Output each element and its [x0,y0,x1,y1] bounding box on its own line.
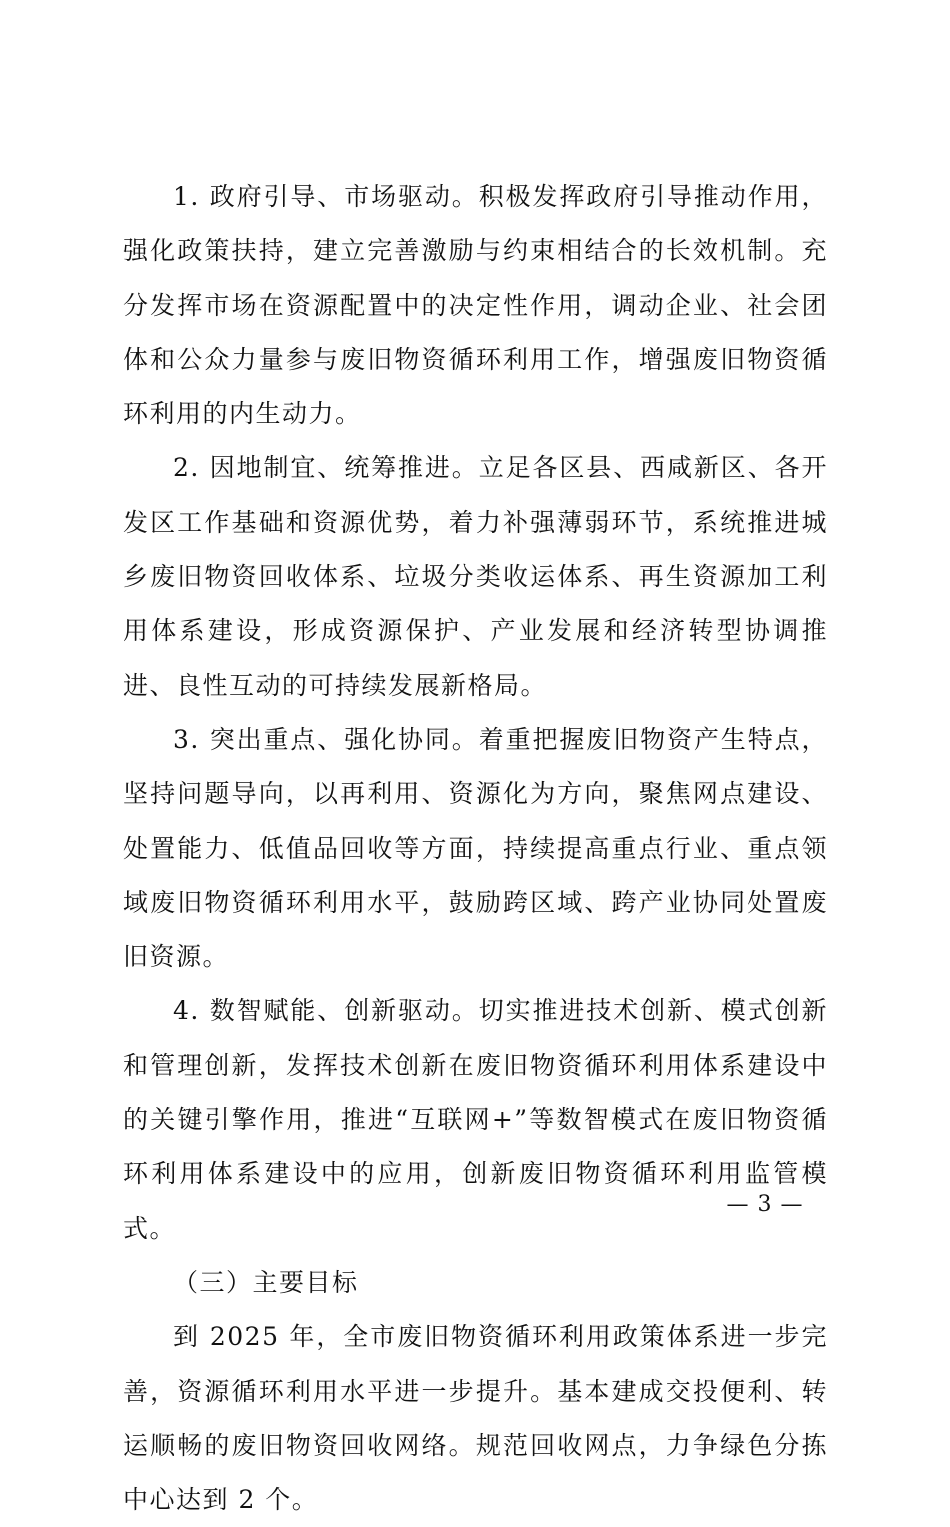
section-heading: （三）主要目标 [173,1267,359,1297]
principle-paragraph-1: 1. 政府引导、市场驱动。积极发挥政府引导推动作用，强化政策扶持，建立完善激励与约束相结合的长效机制。充分发挥市场在资源配置中的决定性作用，调动企业、社会团体和公众力量参与废旧物资循环利用工作，增强废旧物资循环利用的内生动力。 [123,182,828,429]
page-number: — 3 — [726,1192,804,1217]
principle-paragraph-3: 3. 突出重点、强化协同。着重把握废旧物资产生特点，坚持问题导向，以再利用、资源化为方向，聚焦网点建设、处置能力、低值品回收等方面，持续提高重点行业、重点领域废旧物资循环利用水平，鼓励跨区域、跨产业协同处置废旧资源。 [123,724,828,972]
target-paragraph: 到 2025 年，全市废旧物资循环利用政策体系进一步完善，资源循环利用水平进一步提升。基本建成交投便利、转运顺畅的废旧物资回收网络。规范回收网点，力争绿色分拣中心达到 2 个。 [123,1322,828,1515]
principle-paragraph-2: 2. 因地制宜、统筹推进。立足各区县、西咸新区、各开发区工作基础和资源优势，着力补强薄弱环节，系统推进城乡废旧物资回收体系、垃圾分类收运体系、再生资源加工利用体系建设，形成资源保护、产业发展和经济转型协调推进、良性互动的可持续发展新格局。 [123,453,828,700]
principle-paragraph-4: 4. 数智赋能、创新驱动。切实推进技术创新、模式创新和管理创新，发挥技术创新在废旧物资循环利用体系建设中的关键引擎作用，推进“互联网+”等数智模式在废旧物资循环利用体系建设中的应用，创新废旧物资循环利用监管模式。 [123,996,828,1243]
document-body [123,170,828,1527]
